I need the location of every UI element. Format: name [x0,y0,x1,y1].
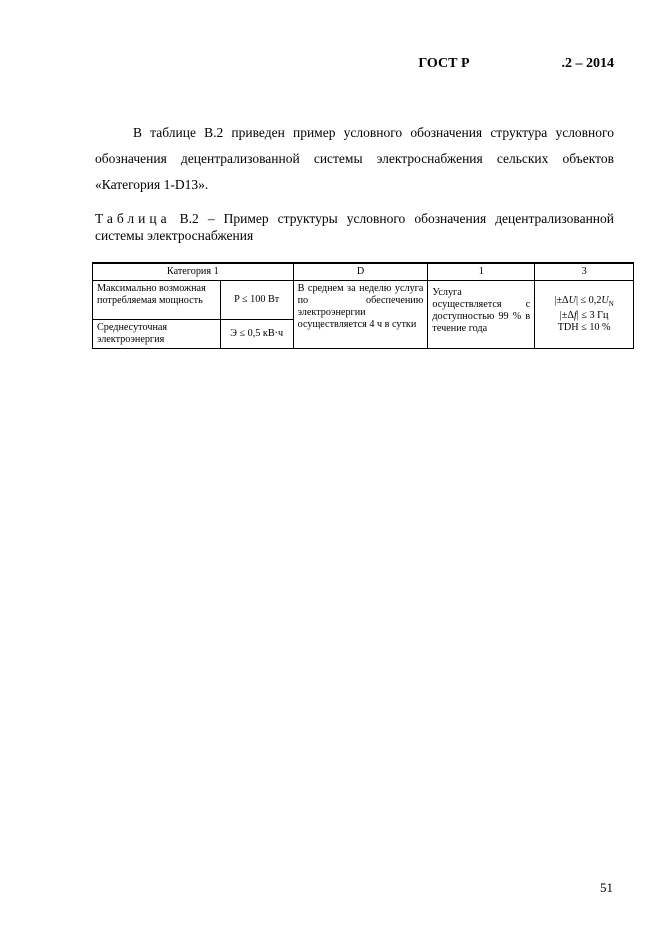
structure-table [92,262,634,349]
paragraph-text: В таблице В.2 приведен пример условного обозначения структура условного обозначения децентрализованной системы электроснабжения сельских объектов «Категория 1-D13». [95,125,614,192]
row-value: P ≤ 100 Вт [220,281,293,320]
document-header [418,56,614,72]
cell-3-line-tdh: TDH ≤ 10 % [557,322,611,334]
table-row [93,281,634,320]
cell-d: В среднем за неделю услуга по обеспечению электроэнергии осуществляется 4 ч в сутки [293,281,428,349]
row-label: Максимально возможная потребляемая мощность [93,281,221,320]
header-category: Категория 1 [93,263,294,281]
table-header-row [93,263,634,281]
cell-3-line-voltage: $|\pm\Delta U| \le 0,2U_N$ [554,294,614,309]
header-1: 1 [428,263,535,281]
cell-3 [535,281,634,349]
row-label: Среднесуточная электроэнергия [93,320,221,349]
table-caption [95,210,614,244]
cell-3-line-frequency: |±Δf| ≤ 3 Гц [559,310,609,322]
body-paragraph [95,120,614,198]
header-number: .2 – 2014 [561,56,614,71]
cell-1: Услуга осуществляется с доступностью 99 % в течение года [428,281,535,349]
header-d: D [293,263,428,281]
caption-text: В.2 – Пример структуры условного обозначения децентрализованной системы электроснабжения [95,211,614,243]
header-3: 3 [535,263,634,281]
page-number: 51 [600,880,613,895]
caption-label: Таблица [95,211,171,226]
header-standard: ГОСТ Р [418,56,470,71]
row-value: Э ≤ 0,5 кВ·ч [220,320,293,349]
